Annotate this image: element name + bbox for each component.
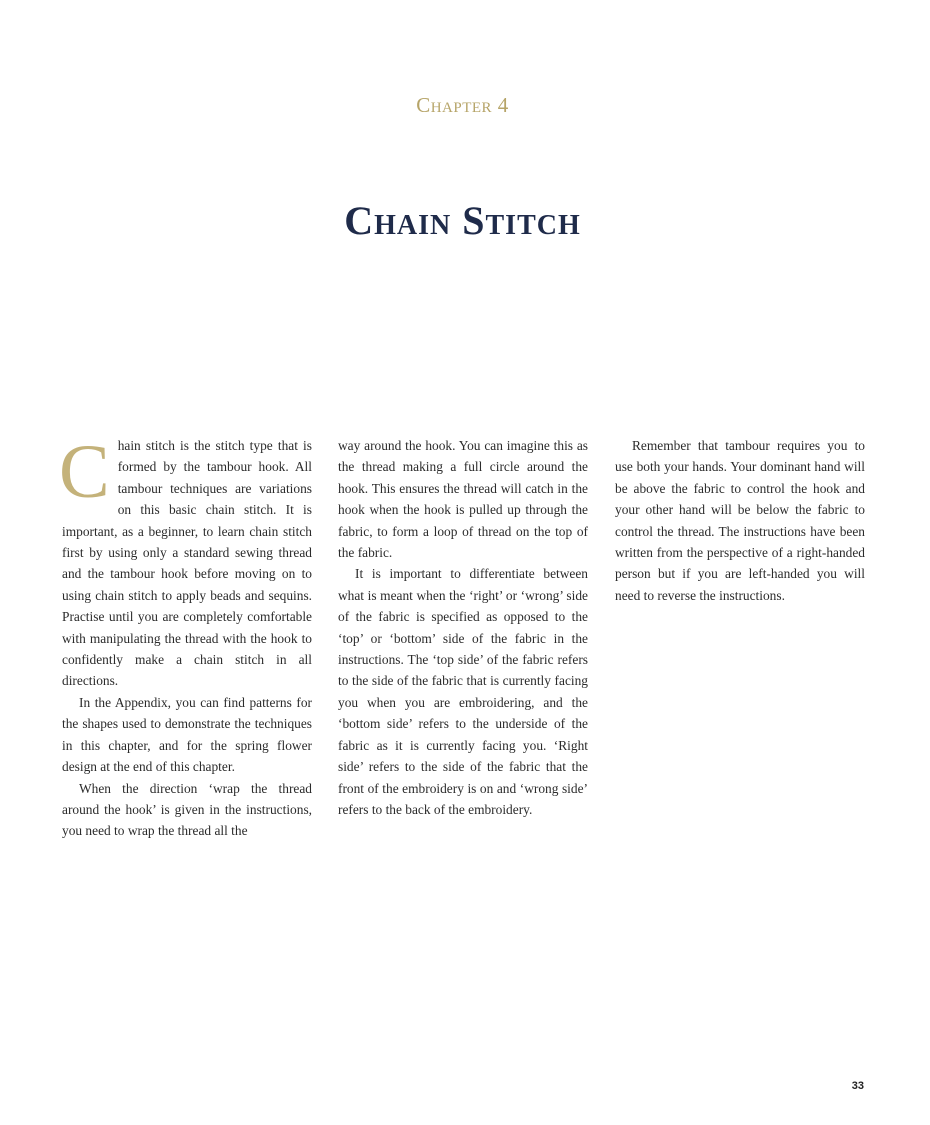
text-column-2 xyxy=(338,435,588,820)
chapter-title: Chain Stitch xyxy=(344,198,581,243)
paragraph: In the Appendix, you can find patterns for the shapes used to demonstrate the techniques in this chapter, and for the spring flower design at the end of this chapter. xyxy=(62,694,312,775)
text-column-1 xyxy=(59,430,312,842)
paragraph: It is important to differentiate between what is meant when the ‘right’ or ‘wrong’ side of the fabric is specified as opposed to the ‘top’ or ‘bottom’ side of the fabric in the instructions. The ‘top side’ of the fabric refers to the side of the fabric that is currently facing you when you are embroidering, and the ‘bottom side’ refers to the underside of the fabric as it is currently facing you. ‘Right side’ refers to the side of the fabric that the front of the embroidery is on and ‘wrong side’ refers to the back of the embroidery. xyxy=(338,566,588,817)
paragraph: Remember that tambour requires you to use both your hands. Your dominant hand will be above the fabric to control the hook and your other hand will be below the fabric to control the thread. The instructions have been written from the perspective of a right-handed person but if you are left-handed you will need to reverse the instructions. xyxy=(615,438,865,603)
text-column-3 xyxy=(615,435,865,606)
page-number: 33 xyxy=(851,1080,864,1092)
paragraph: When the direction ‘wrap the thread around the hook’ is given in the instructions, you need to wrap the thread all the xyxy=(62,780,312,839)
paragraph: way around the hook. You can imagine this as the thread making a full circle around the hook. This ensures the thread will catch in the hook when the hook is pulled up through the fabric, to form a loop of thread on the top of the fabric. xyxy=(338,438,588,561)
paragraph xyxy=(59,430,312,692)
chapter-label: Chapter 4 xyxy=(416,93,509,117)
drop-cap: C xyxy=(59,430,110,514)
paragraph-text: hain stitch is the stitch type that is formed by the tambour hook. All tambour techniques are variations on this basic chain stitch. It is important, as a beginner, to learn chain stitch first by using only a standard sewing thread and the tambour hook before moving on to using chain stitch to apply beads and sequins. Practise until you are completely comfortable with manipulating the thread with the hook to confidently make a chain stitch in all directions. xyxy=(62,438,312,689)
